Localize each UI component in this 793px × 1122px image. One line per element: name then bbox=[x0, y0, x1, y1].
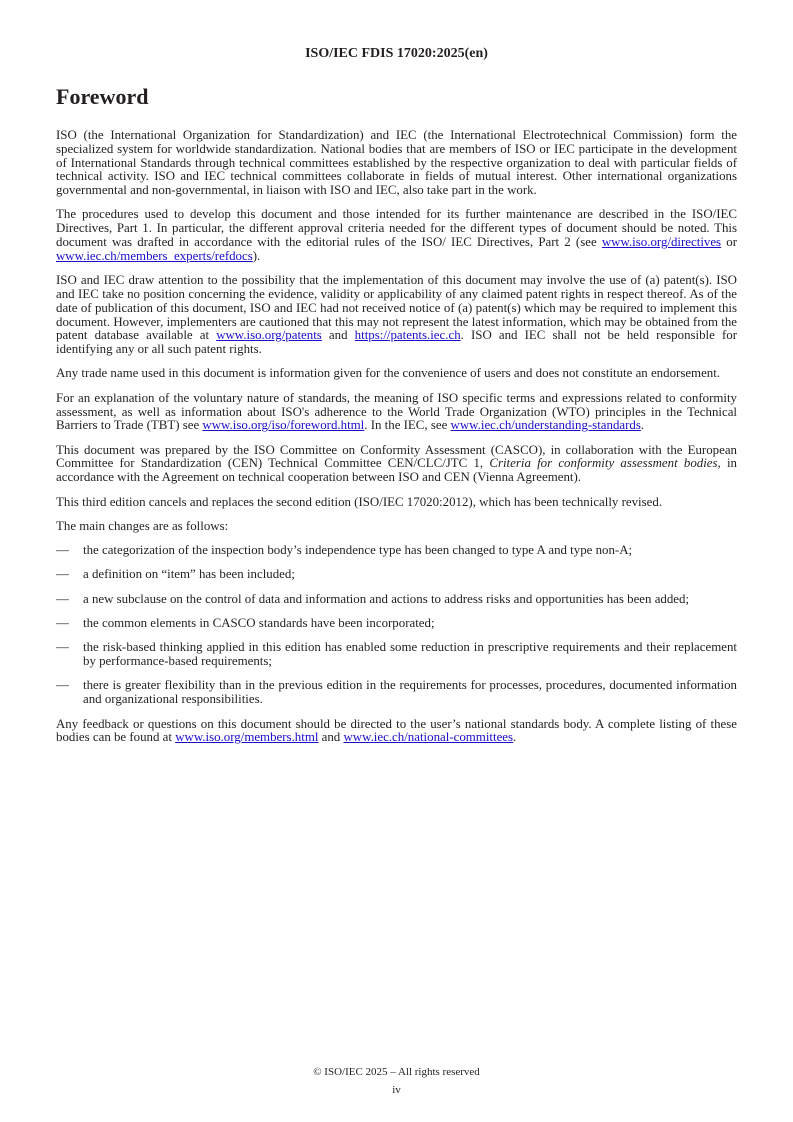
list-item bbox=[56, 679, 737, 707]
text-segment: ISO (the International Organization for Standardization) and IEC (the International Electrotechnical Commission) form the specialized system for worldwide standardization. National bodies that are members of ISO or IEC participate in the development of International Standards through technical committees established by the respective organization to deal with particular fields of technical activity. ISO and IEC technical committees collaborate in fields of mutual interest. Other international organizations governmental and non-governmental, in liaison with ISO and IEC, also take part in the work. bbox=[56, 128, 737, 198]
page-number: iv bbox=[392, 1084, 401, 1096]
link[interactable]: www.iec.ch/understanding-standards bbox=[450, 418, 641, 433]
paragraph bbox=[56, 444, 737, 485]
closing-paragraph bbox=[56, 718, 737, 746]
link[interactable]: www.iso.org/iso/foreword.html bbox=[202, 418, 365, 433]
dash-bullet: — bbox=[56, 640, 69, 655]
dash-bullet: — bbox=[56, 543, 69, 558]
list-item bbox=[56, 544, 737, 558]
list-item-text: the common elements in CASCO standards have been incorporated; bbox=[83, 616, 435, 631]
list-item bbox=[56, 568, 737, 582]
paragraph bbox=[56, 520, 737, 534]
list-item-text: a definition on “item” has been included; bbox=[83, 567, 295, 582]
list-item-text: the categorization of the inspection body’s independence type has been changed to type A and type non-A; bbox=[83, 543, 633, 558]
text-segment: The main changes are as follows: bbox=[56, 518, 229, 533]
text-segment: For an explanation of the voluntary nature of standards, the meaning of ISO specific terms and expressions related to conformity assessment, as well as information about ISO's adherence to the World Trade Organization (WTO) principles in the Technical Barriers to Trade (TBT) see bbox=[56, 390, 737, 433]
paragraph bbox=[56, 129, 737, 198]
paragraph bbox=[56, 274, 737, 357]
text-segment: The procedures used to develop this document and those intended for its further maintenance are described in the ISO/IEC Directives, Part 1. In particular, the different approval criteria needed for the different types of document should be noted. This document was drafted in accordance with the editorial rules of the ISO/ IEC Directives, Part 2 (see bbox=[56, 207, 737, 250]
text-segment: ). bbox=[252, 248, 261, 263]
changes-list bbox=[56, 544, 737, 707]
dash-bullet: — bbox=[56, 591, 69, 606]
paragraph bbox=[56, 208, 737, 263]
link[interactable]: www.iso.org/patents bbox=[216, 328, 322, 343]
document-header: ISO/IEC FDIS 17020:2025(en) bbox=[305, 46, 488, 61]
text-segment: Any trade name used in this document is information given for the convenience of users and does not constitute an endorsement. bbox=[56, 366, 721, 381]
text-segment: Any feedback or questions on this document should be directed to the user’s national standards body. A complete listing of these bodies can be found at bbox=[56, 716, 737, 745]
paragraph bbox=[56, 367, 737, 381]
text-segment: and bbox=[318, 730, 344, 745]
dash-bullet: — bbox=[56, 678, 69, 693]
text-segment: or bbox=[721, 235, 737, 250]
text-segment: . bbox=[640, 418, 645, 433]
text-segment: . ISO and IEC shall not be held responsible for identifying any or all such patent rights. bbox=[56, 328, 738, 357]
text-segment: ISO and IEC draw attention to the possibility that the implementation of this document may involve the use of (a) patent(s). ISO and IEC take no position concerning the evidence, validity or applicability of any claimed patent rights in respect thereof. As of the date of publication of this document, ISO and IEC had not received notice of (a) patent(s) which may be required to implement this document. However, implementers are cautioned that this may not represent the latest information, which may be obtained from the patent database available at bbox=[56, 273, 737, 343]
paragraph bbox=[56, 392, 737, 433]
text-segment: This document was prepared by the ISO Committee on Conformity Assessment (CASCO), in collaboration with the European Committee for Standardization (CEN) Technical Committee CEN/CLC/JTC 1, bbox=[56, 442, 737, 471]
dash-bullet: — bbox=[56, 616, 69, 631]
paragraph bbox=[56, 496, 737, 510]
page-title: Foreword bbox=[56, 84, 149, 109]
list-item-text: a new subclause on the control of data and information and actions to address risks and opportunities has been added; bbox=[83, 591, 690, 606]
list-item bbox=[56, 617, 737, 631]
link[interactable]: www.iec.ch/members_experts/refdocs bbox=[56, 248, 253, 263]
dash-bullet: — bbox=[56, 567, 69, 582]
list-item-text: the risk-based thinking applied in this edition has enabled some reduction in prescriptive requirements and their replacement by performance-based requirements; bbox=[83, 640, 737, 669]
link[interactable]: www.iso.org/members.html bbox=[175, 730, 319, 745]
text-segment: in accordance with the Agreement on technical cooperation between ISO and CEN (Vienna Agreement). bbox=[56, 456, 737, 485]
paragraphs bbox=[56, 129, 737, 534]
list-item-text: there is greater flexibility than in the previous edition in the requirements for processes, procedures, documented information and organizational responsibilities. bbox=[83, 678, 737, 707]
text-segment: and bbox=[321, 328, 355, 343]
link[interactable]: www.iso.org/directives bbox=[601, 235, 722, 250]
footer-copyright: © ISO/IEC 2025 – All rights reserved bbox=[313, 1066, 480, 1078]
list-item bbox=[56, 593, 737, 607]
link[interactable]: www.iec.ch/national-committees bbox=[343, 730, 514, 745]
document-body bbox=[56, 129, 737, 756]
text-segment: . bbox=[513, 730, 517, 745]
link[interactable]: https://patents.iec.ch bbox=[354, 328, 461, 343]
text-segment: . In the IEC, see bbox=[364, 418, 451, 433]
italic-text: Criteria for conformity assessment bodies, bbox=[489, 456, 721, 471]
text-segment: This third edition cancels and replaces the second edition (ISO/IEC 17020:2012), which has been technically revised. bbox=[56, 494, 663, 509]
list-item bbox=[56, 641, 737, 669]
